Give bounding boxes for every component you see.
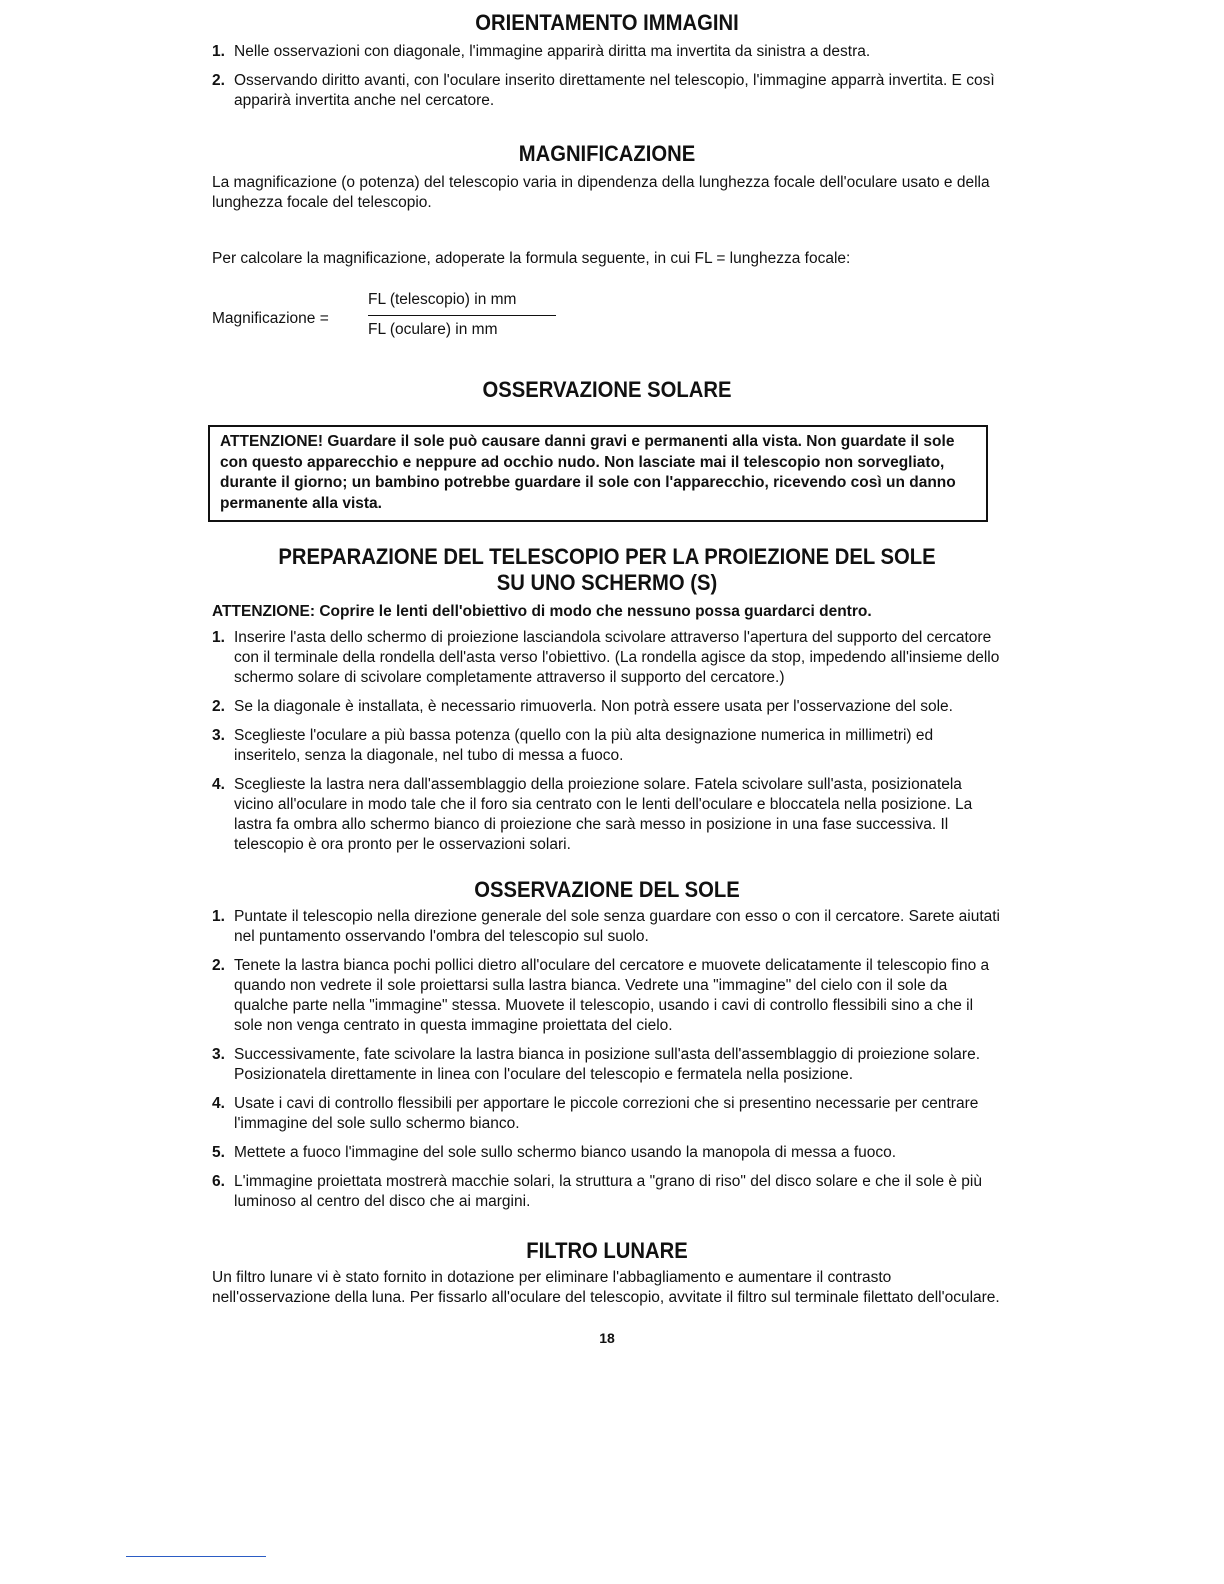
list-item: [212, 42, 1002, 62]
item-number: 1.: [212, 629, 225, 646]
item-text: Nelle osservazioni con diagonale, l'immagine apparirà diritta ma invertita da sinistra a destra.: [234, 43, 871, 60]
heading-preparazione-line1: PREPARAZIONE DEL TELESCOPIO PER LA PROIEZIONE DEL SOLE: [278, 544, 936, 569]
list-osservazione-sole: [212, 907, 1002, 1212]
list-item: [212, 628, 1002, 688]
item-number: 4.: [212, 1095, 225, 1112]
item-text: Osservando diritto avanti, con l'oculare inserito direttamente nel telescopio, l'immagine apparrà invertita. E così apparirà invertita anche nel cercatore.: [234, 72, 995, 109]
section-magnificazione: [212, 141, 1002, 351]
item-text: Successivamente, fate scivolare la lastra bianca in posizione sull'asta dell'assemblaggio di proiezione solare. Posizionatela direttamente in linea con l'oculare del telescopio e fermatela nella posizione.: [234, 1046, 981, 1083]
manual-page: [212, 8, 1002, 1346]
item-text: Inserire l'asta dello schermo di proiezione lasciandola scivolare attraverso l'apertura del supporto del cercatore con il terminale della rondella dell'asta verso l'obiettivo. (La rondella agisce da stop, impedendo all'insieme dello schermo solare di scivolare completamente attraverso il supporto del cercatore.): [234, 629, 1000, 686]
heading-osservazione-sole: OSSERVAZIONE DEL SOLE: [474, 877, 740, 902]
item-number: 2.: [212, 698, 225, 715]
item-number: 2.: [212, 957, 225, 974]
item-number: 2.: [212, 72, 225, 89]
heading-preparazione-line2: SU UNO SCHERMO (S): [496, 570, 718, 595]
formula-label: Magnificazione =: [212, 310, 329, 327]
list-item: [212, 71, 1002, 111]
formula-denominator: FL (oculare) in mm: [368, 321, 498, 338]
heading-magnificazione: MAGNIFICAZIONE: [518, 141, 696, 166]
item-number: 4.: [212, 776, 225, 793]
paragraph-magnificazione-calc: Per calcolare la magnificazione, adoperate la formula seguente, in cui FL = lunghezza focale:: [212, 250, 851, 267]
section-osservazione-solare: [212, 377, 1002, 522]
section-preparazione: [212, 544, 1002, 855]
heading-filtro-lunare: FILTRO LUNARE: [526, 1238, 688, 1263]
list-item: [212, 1045, 1002, 1085]
item-number: 1.: [212, 908, 225, 925]
list-item: [212, 775, 1002, 855]
item-text: Sceglieste l'oculare a più bassa potenza (quello con la più alta designazione numerica in millimetri) ed inseritelo, senza la diagonale, nel tubo di messa a fuoco.: [234, 727, 934, 764]
paragraph-filtro-lunare: Un filtro lunare vi è stato fornito in dotazione per eliminare l'abbagliamento e aumentare il contrasto nell'osservazione della luna. Per fissarlo all'oculare del telescopio, avvitate il filtro sul terminale filettato dell'oculare.: [212, 1269, 1000, 1306]
section-osservazione-sole: [212, 877, 1002, 1212]
footer-rule: [126, 1556, 266, 1557]
item-text: Puntate il telescopio nella direzione generale del sole senza guardare con esso o con il cercatore. Sarete aiutati nel puntamento osservando l'ombra del telescopio sul suolo.: [234, 908, 1001, 945]
item-number: 5.: [212, 1144, 225, 1161]
paragraph-magnificazione-intro: La magnificazione (o potenza) del telescopio varia in dipendenza della lunghezza focale dell'oculare usato e della lunghezza focale del telescopio.: [212, 174, 990, 211]
list-item: [212, 907, 1002, 947]
warning-box: [208, 425, 988, 522]
item-text: Usate i cavi di controllo flessibili per apportare le piccole correzioni che si presentino necessarie per centrare l'immagine del sole sullo schermo bianco.: [234, 1095, 979, 1132]
list-item: [212, 697, 1002, 717]
item-text: Mettete a fuoco l'immagine del sole sullo schermo bianco usando la manopola di messa a fuoco.: [234, 1144, 897, 1161]
list-item: [212, 956, 1002, 1036]
item-text: Tenete la lastra bianca pochi pollici dietro all'oculare del cercatore e muovete delicatamente il telescopio fino a quando non vedrete il sole proiettarsi sulla lastra bianca. Vedrete una "immagine" del cielo con il sole da qualche parte nella "immagine" stessa. Muovete il telescopio, usando i cavi di controllo flessibili sino a che il sole non venga centrato in questa immagine proiettata del cielo.: [234, 957, 990, 1034]
item-number: 1.: [212, 43, 225, 60]
item-text: L'immagine proiettata mostrerà macchie solari, la struttura a "grano di riso" del disco solare e che il sole è più luminoso al centro del disco che ai margini.: [234, 1173, 982, 1210]
page-number: 18: [599, 1330, 615, 1346]
item-text: Sceglieste la lastra nera dall'assemblaggio della proiezione solare. Fatela scivolare sull'asta, posizionatela vicino all'oculare in modo tale che il foro sia centrato con le lenti dell'oculare e bloccatela nella posizione. La lastra fa ombra allo schermo bianco di proiezione che sarà messo in posizione in una fase successiva. Il telescopio è ora pronto per le osservazioni solari.: [234, 776, 973, 853]
heading-orientamento: ORIENTAMENTO IMMAGINI: [475, 10, 739, 35]
heading-osservazione-solare: OSSERVAZIONE SOLARE: [482, 377, 732, 402]
attention-note: ATTENZIONE: Coprire le lenti dell'obiettivo di modo che nessuno possa guardarci dentro.: [212, 603, 872, 620]
item-number: 3.: [212, 727, 225, 744]
item-number: 6.: [212, 1173, 225, 1190]
formula-numerator: FL (telescopio) in mm: [368, 291, 517, 308]
list-item: [212, 1172, 1002, 1212]
warning-text: ATTENZIONE! Guardare il sole può causare danni gravi e permanenti alla vista. Non guardate il sole con questo apparecchio e neppure ad occhio nudo. Non lasciate mai il telescopio non sorvegliato, durante il giorno; un bambino potrebbe guardare il sole con l'apparecchio, ricevendo così un danno permanente alla vista.: [220, 433, 956, 512]
formula-magnificazione: [212, 287, 1002, 351]
list-item: [212, 1143, 1002, 1163]
item-text: Se la diagonale è installata, è necessario rimuoverla. Non potrà essere usata per l'osservazione del sole.: [234, 698, 953, 715]
section-filtro-lunare: [212, 1238, 1002, 1308]
list-item: [212, 1094, 1002, 1134]
item-number: 3.: [212, 1046, 225, 1063]
list-orientamento: [212, 42, 1002, 111]
list-item: [212, 726, 1002, 766]
section-orientamento: [212, 10, 1002, 111]
fraction-bar: [368, 315, 556, 316]
list-preparazione: [212, 628, 1002, 855]
